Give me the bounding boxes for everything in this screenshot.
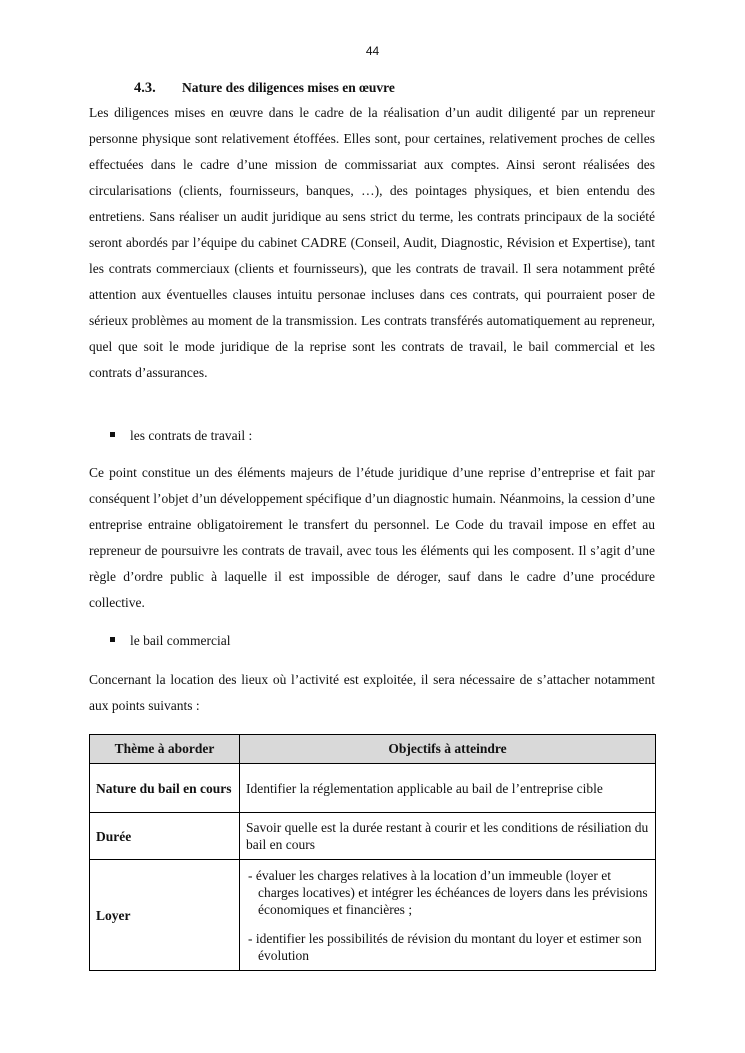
bullet-square-icon <box>110 432 115 437</box>
bullet-label: le bail commercial <box>130 633 231 648</box>
theme-cell: Durée <box>90 813 240 860</box>
table-header-row <box>90 735 656 764</box>
objective-list <box>246 867 649 964</box>
page-number: 44 <box>365 44 380 58</box>
paragraph-diligences: Les diligences mises en œuvre dans le cadre de la réalisation d’un audit diligenté par un repreneur personne physique sont relativement étoffées. Elles sont, pour certaines, relativement proches de celles effectuées dans le cadre d’une mission de commissariat aux comptes. Ainsi seront réalisées des circularisations (clients, fournisseurs, banques, …), des pointages physiques, et bien entendu des entretiens. Sans réaliser un audit juridique au sens strict du terme, les contrats principaux de la société seront abordés par l’équipe du cabinet CADRE (Conseil, Audit, Diagnostic, Révision et Expertise), tant les contrats commerciaux (clients et fournisseurs), que les contrats de travail. Il sera notamment prêté attention aux éventuelles clauses intuitu personae incluses dans ces contrats, qui pourraient poser de sérieux problèmes au moment de la transmission. Les contrats transférés automatiquement au repreneur, quel que soit le mode juridique de la reprise sont les contrats de travail, le bail commercial et les contrats d’assurances. <box>89 105 655 380</box>
objective-cell: Savoir quelle est la durée restant à courir et les conditions de résiliation du bail en cours <box>240 813 656 860</box>
theme-cell: Loyer <box>90 860 240 971</box>
bullet-square-icon <box>110 637 115 642</box>
list-item: - identifier les possibilités de révision du montant du loyer et estimer son évolution <box>248 930 642 963</box>
header-objectifs: Objectifs à atteindre <box>240 735 656 764</box>
header-theme: Thème à aborder <box>90 735 240 764</box>
diligence-table <box>89 734 656 971</box>
list-item: - évaluer les charges relatives à la location d’un immeuble (loyer et charges locatives) et intégrer les échéances de loyers dans les prévisions économiques et financières ; <box>248 867 648 917</box>
table-row <box>90 860 656 971</box>
section-title: Nature des diligences mises en œuvre <box>182 80 395 95</box>
theme-cell: Nature du bail en cours <box>90 764 240 813</box>
objective-cell <box>240 860 656 971</box>
table-row <box>90 813 656 860</box>
paragraph-location: Concernant la location des lieux où l’activité est exploitée, il sera nécessaire de s’attacher notamment aux points suivants : <box>89 672 655 713</box>
section-number: 4.3. <box>134 80 156 96</box>
objective-cell: Identifier la réglementation applicable au bail de l’entreprise cible <box>240 764 656 813</box>
table-row <box>90 764 656 813</box>
bullet-bail-commercial <box>110 633 230 649</box>
paragraph-contrats-travail: Ce point constitue un des éléments majeurs de l’étude juridique d’une reprise d’entreprise et fait par conséquent l’objet d’un développement spécifique d’un diagnostic humain. Néanmoins, la cession d’une entreprise entraine obligatoirement le transfert du personnel. Le Code du travail impose en effet au repreneur de poursuivre les contrats de travail, avec tous les éléments qui les composent. Il s’agit d’une règle d’ordre public à laquelle il est impossible de déroger, sauf dans le cadre d’une procédure collective. <box>89 465 655 610</box>
bullet-label: les contrats de travail : <box>130 428 253 443</box>
bullet-contrats-travail <box>110 428 252 444</box>
section-heading <box>134 80 395 97</box>
